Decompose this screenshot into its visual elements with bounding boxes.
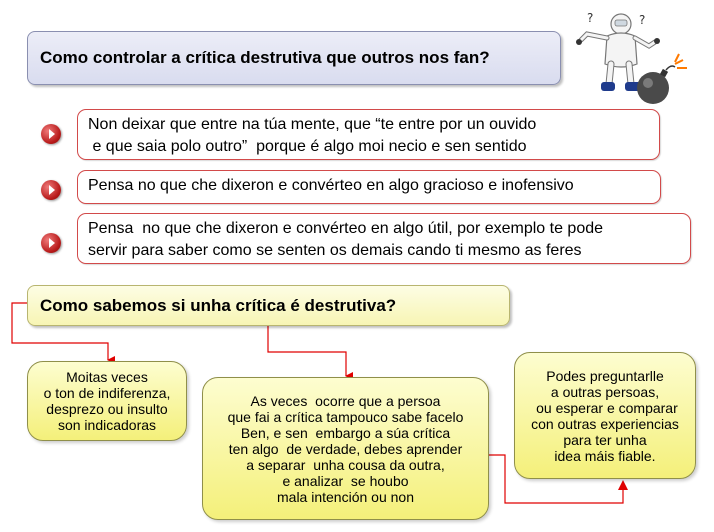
play-bullet-icon	[41, 124, 61, 144]
bubble-2-line-6: e analizar se houbo	[282, 472, 409, 489]
bubble-2-line-5: a separar unha cousa da outra,	[246, 456, 445, 473]
arrow-to-bubble-2	[268, 326, 346, 376]
bubble-3-line-1: Podes preguntarlle	[546, 367, 664, 384]
bubble-3-line-3: ou esperar e comparar	[532, 399, 678, 416]
bubble-3-line-2: a outras persoas,	[550, 383, 660, 400]
svg-text:?: ?	[639, 13, 646, 27]
play-bullet-icon	[41, 180, 61, 200]
bubble-2-line-1: As veces ocorre que a persoa	[250, 392, 441, 409]
bubble-2-line-7: mala intención ou non	[277, 488, 414, 505]
tip-2-line-1: Pensa no que che dixeron e convérteo en algo gracioso e inofensivo	[88, 177, 574, 194]
bubble-separate-truth	[202, 377, 489, 520]
bubble-1-line-4: son indicadoras	[57, 417, 157, 433]
bubble-1-line-2: o ton de indiferenza,	[43, 385, 171, 401]
bubble-3-line-4: con outras experiencias	[531, 415, 679, 432]
tip-3-line-2: servir para saber como se senten os demais cando ti mesmo as feres	[88, 242, 582, 259]
tip-box-2	[77, 170, 661, 204]
bubble-2-line-4: ten algo de verdade, debes aprender	[228, 440, 463, 457]
title-top-text: Como controlar a crítica destrutiva que outros nos fan?	[40, 48, 490, 67]
title-how-to-control	[27, 31, 561, 85]
tip-1-line-2: e que saia polo outro” porque é algo moi necio e sen sentido	[88, 138, 527, 155]
tip-1-line-1: Non deixar que entre na túa mente, que “te entre por un ouvido	[88, 116, 537, 133]
bubble-3-line-5: para ter unha	[563, 431, 647, 448]
title-how-to-know	[27, 285, 510, 326]
tip-3-line-1: Pensa no que che dixeron e convérteo en algo útil, por exemplo te pode	[88, 220, 604, 237]
title-bottom-text: Como sabemos si unha crítica é destrutiva?	[40, 295, 397, 315]
tip-box-1	[77, 109, 660, 160]
tip-box-3	[77, 213, 691, 264]
play-bullet-icon	[41, 233, 61, 253]
bubble-1-line-1: Moitas veces	[66, 369, 148, 385]
astronaut-with-bomb-illustration	[565, 4, 705, 108]
bubble-1-line-3: desprezo ou insulto	[46, 401, 168, 417]
bubble-2-line-2: que fai a crítica tampouco sabe facelo	[227, 408, 464, 425]
bubble-ask-others	[514, 352, 696, 479]
bubble-3-line-6: idea máis fiable.	[554, 447, 656, 464]
bubble-indicators	[27, 361, 187, 441]
bubble-2-line-3: Ben, e sen embargo a súa crítica	[240, 424, 451, 441]
svg-text:?: ?	[587, 11, 594, 25]
